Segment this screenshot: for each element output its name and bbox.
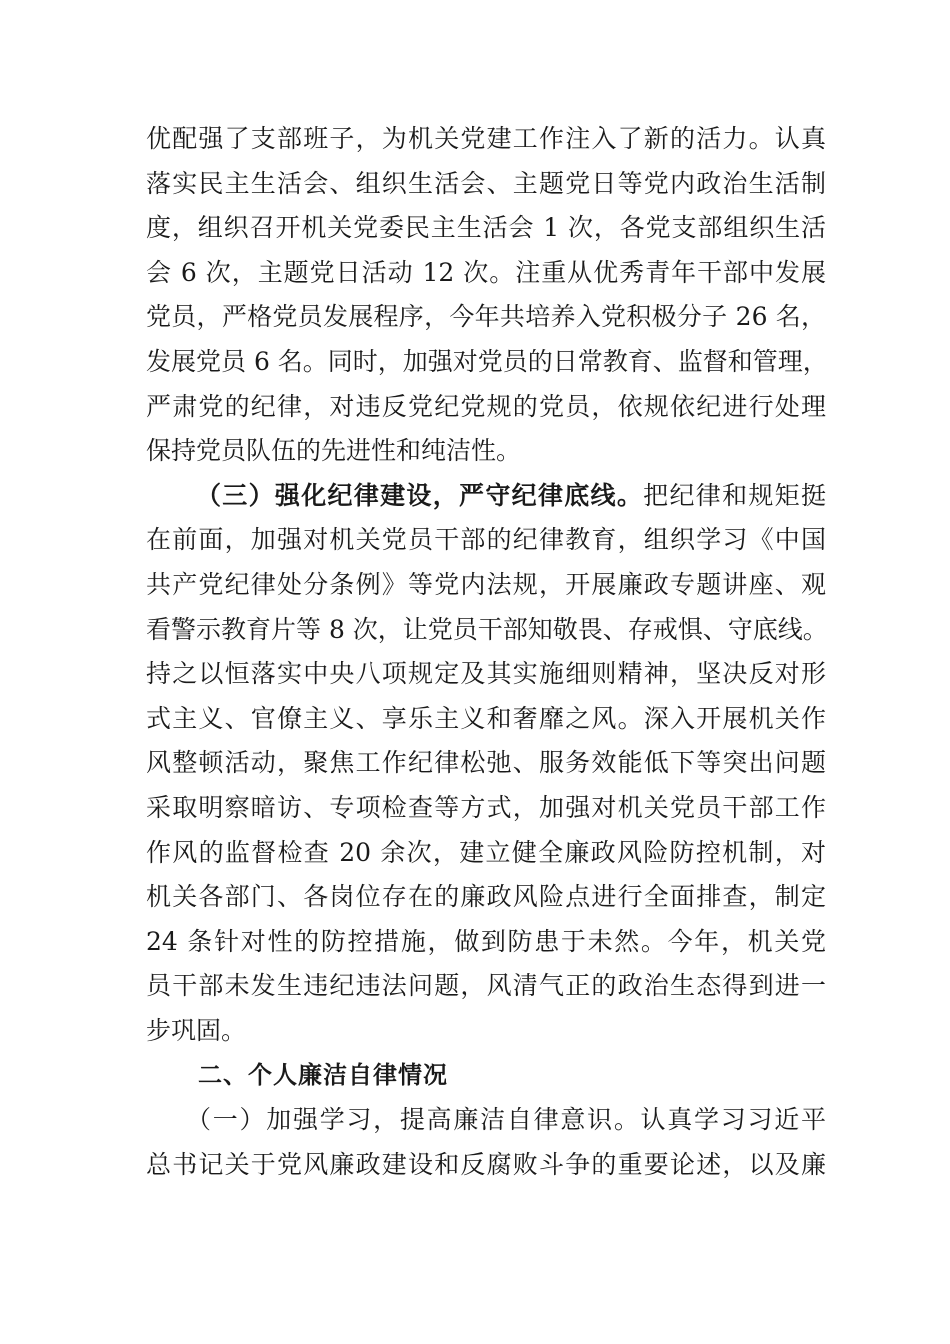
paragraph-first-text: 把纪律和规矩挺 xyxy=(643,480,826,510)
text-line: 步巩固。 xyxy=(146,1015,247,1045)
paragraph-title: （三）强化纪律建设，严守纪律底线。 xyxy=(196,480,644,510)
text-line: 发展党员 6 名。同时，加强对党员的日常教育、监督和管理， xyxy=(146,346,828,376)
text-line: 持之以恒落实中央八项规定及其实施细则精神，坚决反对形 xyxy=(146,659,826,689)
paragraph-first-line xyxy=(146,474,826,519)
text-line: 作风的监督检查 20 余次，建立健全廉政风险防控机制，对 xyxy=(146,837,826,867)
text-line: 保持党员队伍的先进性和纯洁性。 xyxy=(146,436,522,466)
text-line: 风整顿活动，聚焦工作纪律松弛、服务效能低下等突出问题 xyxy=(146,748,826,778)
text-line: 机关各部门、各岗位存在的廉政风险点进行全面排查，制定 xyxy=(146,882,826,912)
document-body xyxy=(146,117,826,1187)
paragraph-discipline xyxy=(146,474,826,1054)
text-line: 看警示教育片等 8 次，让党员干部知敬畏、存戒惧、守底线。 xyxy=(146,614,828,644)
text-line: 会 6 次，主题党日活动 12 次。注重从优秀青年干部中发展 xyxy=(146,257,826,287)
text-line: （一）加强学习，提高廉洁自律意识。认真学习习近平 xyxy=(186,1105,826,1135)
text-line: 总书记关于党风廉政建设和反腐败斗争的重要论述，以及廉 xyxy=(146,1149,826,1179)
text-line: 优配强了支部班子，为机关党建工作注入了新的活力。认真 xyxy=(146,124,826,153)
text-line: 严肃党的纪律，对违反党纪党规的党员，依规依纪进行处理 xyxy=(146,391,826,421)
paragraph-party-building xyxy=(146,117,826,474)
text-line: 落实民主生活会、组织生活会、主题党日等党内政治生活制 xyxy=(146,168,826,198)
text-line: 式主义、官僚主义、享乐主义和奢靡之风。深入开展机关作 xyxy=(146,703,826,733)
text-line: 共产党纪律处分条例》等党内法规，开展廉政专题讲座、观 xyxy=(146,569,826,599)
text-line: 采取明察暗访、专项检查等方式，加强对机关党员干部工作 xyxy=(146,792,826,822)
section-heading: 二、个人廉洁自律情况 xyxy=(198,1061,448,1090)
paragraph-self-discipline xyxy=(146,1098,826,1187)
text-line: 在前面，加强对机关党员干部的纪律教育，组织学习《中国 xyxy=(146,525,826,555)
text-line: 员干部未发生违纪违法问题，风清气正的政治生态得到进一 xyxy=(146,971,826,1001)
text-line: 党员，严格党员发展程序，今年共培养入党积极分子 26 名， xyxy=(146,302,826,332)
text-line: 度，组织召开机关党委民主生活会 1 次，各党支部组织生活 xyxy=(146,213,826,243)
text-line: 24 条针对性的防控措施，做到防患于未然。今年，机关党 xyxy=(146,926,826,956)
